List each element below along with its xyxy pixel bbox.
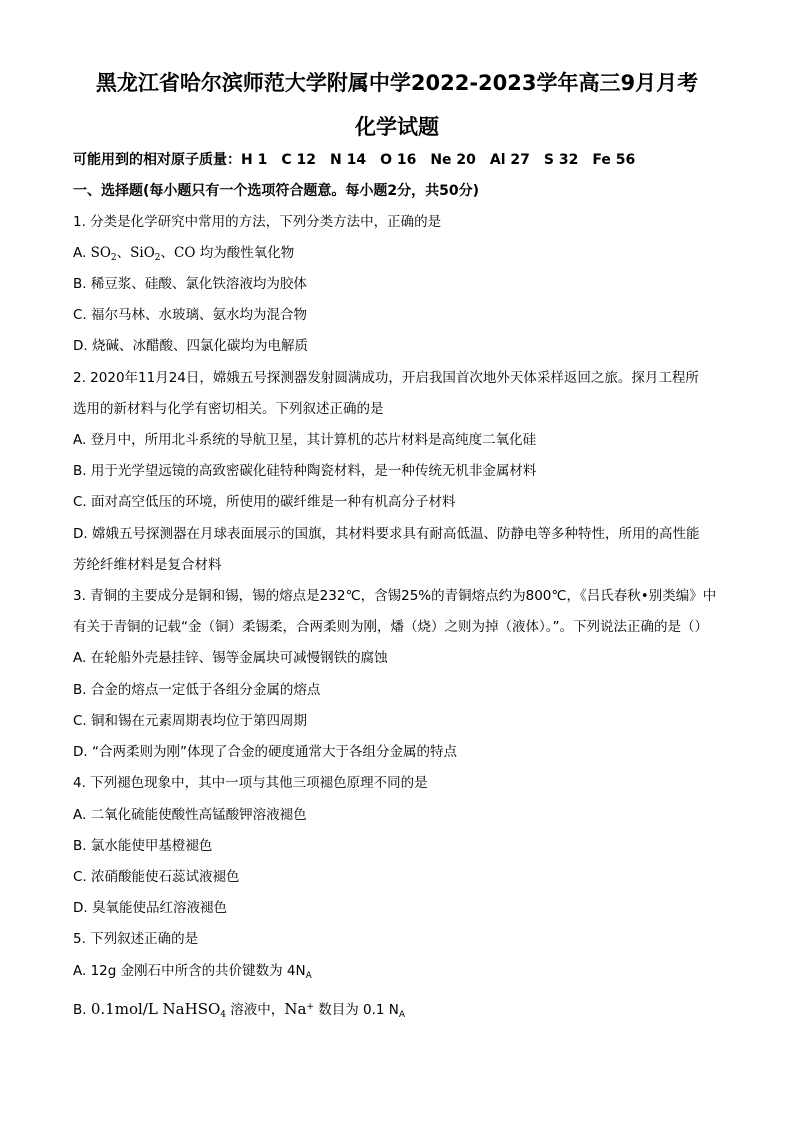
question-3-option-a: A. 在轮船外壳悬挂锌、锡等金属块可减慢钢铁的腐蚀 [73, 650, 388, 666]
atomic-mass-item: Ne 20 [430, 152, 476, 168]
question-1-option-c: C. 福尔马林、水玻璃、氨水均为混合物 [73, 307, 308, 323]
formula-sio2: SiO [130, 245, 155, 261]
question-2-stem-line-1: 2. 2020年11月24日，嫦娥五号探测器发射圆满成功，开启我国首次地外天体采样返回之旅。探月工程所 [73, 370, 699, 386]
subscript: 2 [154, 253, 161, 263]
separator: 、 [160, 245, 175, 261]
superscript: + [306, 1002, 314, 1012]
question-1-stem: 1. 分类是化学研究中常用的方法，下列分类方法中，正确的是 [73, 214, 442, 230]
question-2-option-d-line-2: 芳纶纤维材料是复合材料 [73, 557, 222, 573]
question-4-stem: 4. 下列褪色现象中，其中一项与其他三项褪色原理不同的是 [73, 775, 428, 791]
atomic-mass-item: Fe 56 [592, 152, 636, 168]
atomic-mass-line [73, 150, 733, 170]
question-1-option-b: B. 稀豆浆、硅酸、氯化铁溶液均为胶体 [73, 276, 307, 292]
question-4-option-c: C. 浓硝酸能使石蕊试液褪色 [73, 869, 240, 885]
subscript: A [305, 971, 312, 981]
section-heading: 一、选择题(每小题只有一个选项符合题意。每小题2分，共50分) [73, 183, 480, 199]
question-4-option-b: B. 氯水能使甲基橙褪色 [73, 838, 213, 854]
option-text: 溶液中， [226, 1002, 285, 1018]
question-5-option-a [73, 961, 733, 986]
formula-na-ion: Na [284, 1000, 307, 1018]
separator: 、 [116, 245, 131, 261]
question-5-stem: 5. 下列叙述正确的是 [73, 931, 199, 947]
question-3-option-d: D. “合两柔则为刚”体现了合金的硬度通常大于各组分金属的特点 [73, 744, 457, 760]
atomic-mass-item: N 14 [329, 152, 367, 168]
subscript: A [398, 1010, 406, 1020]
subscript: 4 [220, 1010, 227, 1020]
question-1-option-a [73, 243, 733, 268]
formula-nahso4: 0.1mol/L NaHSO [90, 1000, 221, 1018]
formula-so2: SO [90, 245, 111, 261]
exam-title: 黑龙江省哈尔滨师范大学附属中学2022-2023学年高三9月月考 [95, 71, 699, 95]
option-text: 数目为 0.1 N [313, 1002, 399, 1018]
atomic-mass-item: Al 27 [489, 152, 530, 168]
question-3-stem-line-1: 3. 青铜的主要成分是铜和锡，锡的熔点是232℃，含锡25%的青铜熔点约为800℃，《吕氏春秋•别类编》中 [73, 588, 717, 604]
question-3-stem-line-2: 有关于青铜的记载“金（铜）柔锡柔，合两柔则为刚，燔（烧）之则为掉（液体）。”。下列说法正确的是（） [73, 619, 708, 635]
question-2-option-d-line-1: D. 嫦娥五号探测器在月球表面展示的国旗，其材料要求具有耐高低温、防静电等多种特性，所用的高性能 [73, 526, 700, 542]
atomic-mass-item: H 1 [241, 152, 268, 168]
question-4-option-d: D. 臭氧能使品红溶液褪色 [73, 900, 227, 916]
formula-co: CO [174, 245, 196, 261]
question-2-option-a: A. 登月中，所用北斗系统的导航卫星，其计算机的芯片材料是高纯度二氧化硅 [73, 432, 537, 448]
question-2-option-b: B. 用于光学望远镜的高致密碳化硅特种陶瓷材料，是一种传统无机非金属材料 [73, 463, 537, 479]
question-2-option-c: C. 面对高空低压的环境，所使用的碳纤维是一种有机高分子材料 [73, 494, 456, 510]
question-3-option-c: C. 铜和锡在元素周期表均位于第四周期 [73, 713, 308, 729]
option-prefix: B. [73, 1002, 91, 1018]
question-3-option-b: B. 合金的熔点一定低于各组分金属的熔点 [73, 682, 321, 698]
option-text: A. 12g 金刚石中所含的共价键数为 4N [73, 963, 306, 979]
exam-subtitle: 化学试题 [355, 115, 439, 139]
atomic-mass-item: O 16 [380, 152, 417, 168]
atomic-mass-item: S 32 [543, 152, 579, 168]
question-5-option-b [73, 997, 733, 1025]
question-4-option-a: A. 二氧化硫能使酸性高锰酸钾溶液褪色 [73, 807, 307, 823]
subscript: 2 [110, 253, 117, 263]
option-prefix: A. [73, 245, 91, 261]
question-2-stem-line-2: 选用的新材料与化学有密切相关。下列叙述正确的是 [73, 401, 384, 417]
option-text: 均为酸性氧化物 [195, 245, 295, 261]
atomic-mass-item: C 12 [281, 152, 316, 168]
question-1-option-d: D. 烧碱、冰醋酸、四氯化碳均为电解质 [73, 338, 308, 354]
atomic-mass-label: 可能用到的相对原子质量： [73, 152, 241, 168]
